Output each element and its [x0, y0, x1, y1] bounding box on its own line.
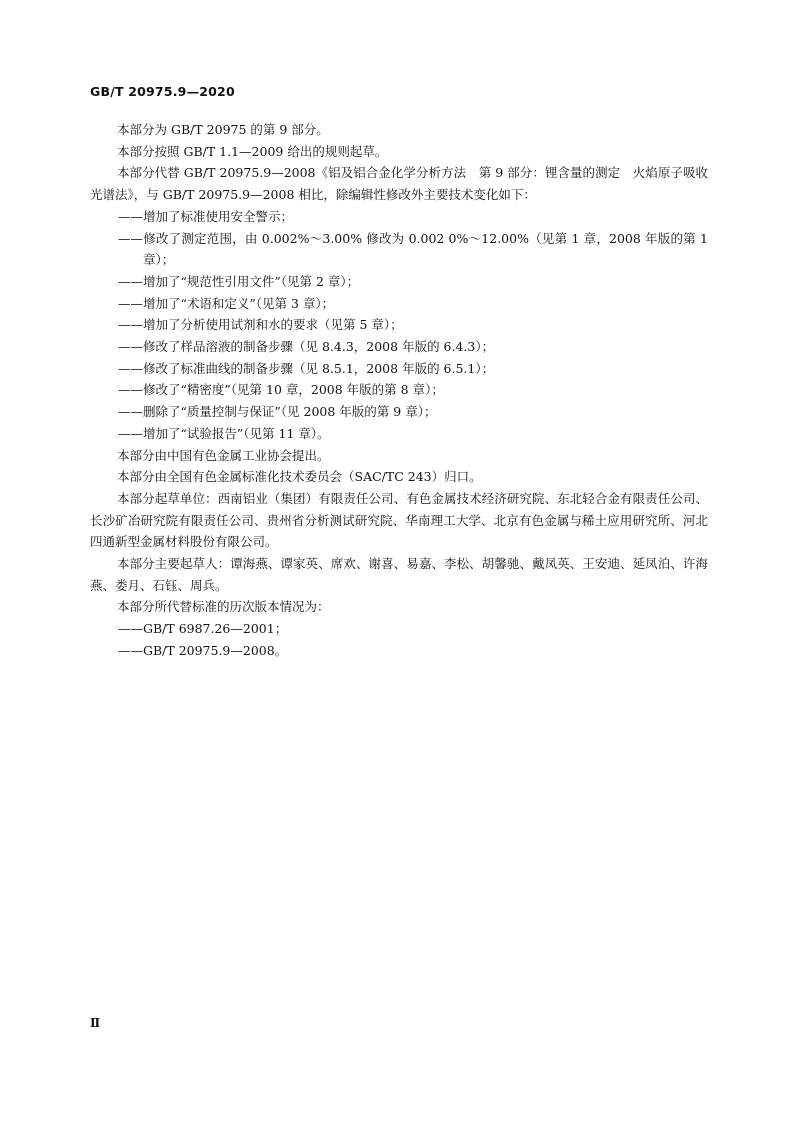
drafting-units-paragraph: 本部分起草单位：西南铝业（集团）有限责任公司、有色金属技术经济研究院、东北轻合金有限责任公司、长沙矿冶研究院有限责任公司、贵州省分析测试研究院、华南理工大学、北京有色金属与稀土应用研究所、河北四通新型金属材料股份有限公司。: [90, 490, 708, 550]
change-item: ——增加了“规范性引用文件”（见第 2 章）；: [118, 273, 360, 289]
change-item: ——修改了“精密度”（见第 10 章，2008 年版的第 8 章）；: [118, 382, 444, 398]
change-item: ——增加了分析使用试剂和水的要求（见第 5 章）；: [118, 317, 403, 333]
change-item: ——增加了标准使用安全警示；: [118, 208, 294, 224]
change-item: ——增加了“术语和定义”（见第 3 章）；: [118, 295, 335, 311]
standard-code-header: GB/T 20975.9—2020: [90, 84, 235, 99]
foreword-body: [90, 119, 708, 662]
drafters-paragraph: 本部分主要起草人：谭海燕、谭家英、席欢、谢喜、易嘉、李松、胡馨驰、戴凤英、王安迪、延凤泊、许海燕、娄月、石钰、周兵。: [90, 556, 708, 593]
page-number: Ⅱ: [90, 1016, 101, 1030]
change-item: ——删除了“质量控制与保证”（见 2008 年版的第 9 章）；: [118, 404, 437, 420]
change-item: ——修改了标准曲线的制备步骤（见 8.5.1，2008 年版的 6.5.1）；: [118, 360, 495, 376]
change-item: ——修改了样品溶液的制备步骤（见 8.4.3，2008 年版的 6.4.3）；: [118, 339, 495, 355]
proposer-paragraph: 本部分由中国有色金属工业协会提出。: [117, 447, 330, 463]
history-item: ——GB/T 20975.9—2008。: [118, 642, 288, 658]
intro-paragraph-replacement: 本部分代替 GB/T 20975.9—2008《铝及铝合金化学分析方法 第 9 部分：锂含量的测定 火焰原子吸收光谱法》，与 GB/T 20975.9—2008 相比，除编辑性修改外主要技术变化如下：: [90, 165, 708, 203]
centralized-by-paragraph: 本部分由全国有色金属标准化技术委员会（SAC/TC 243）归口。: [117, 469, 482, 485]
history-intro-paragraph: 本部分所代替标准的历次版本情况为：: [117, 599, 330, 615]
history-item: ——GB/T 6987.26—2001；: [118, 621, 288, 637]
intro-paragraph-part: 本部分为 GB/T 20975 的第 9 部分。: [117, 122, 329, 137]
intro-paragraph-drafting-rules: 本部分按照 GB/T 1.1—2009 给出的规则起草。: [117, 143, 388, 159]
change-item: ——修改了测定范围，由 0.002%～3.00% 修改为 0.002 0%～12.00%（见第 1 章，2008 年版的第 1 章）；: [118, 230, 708, 268]
change-item: ——增加了“试验报告”（见第 11 章）。: [118, 425, 330, 441]
